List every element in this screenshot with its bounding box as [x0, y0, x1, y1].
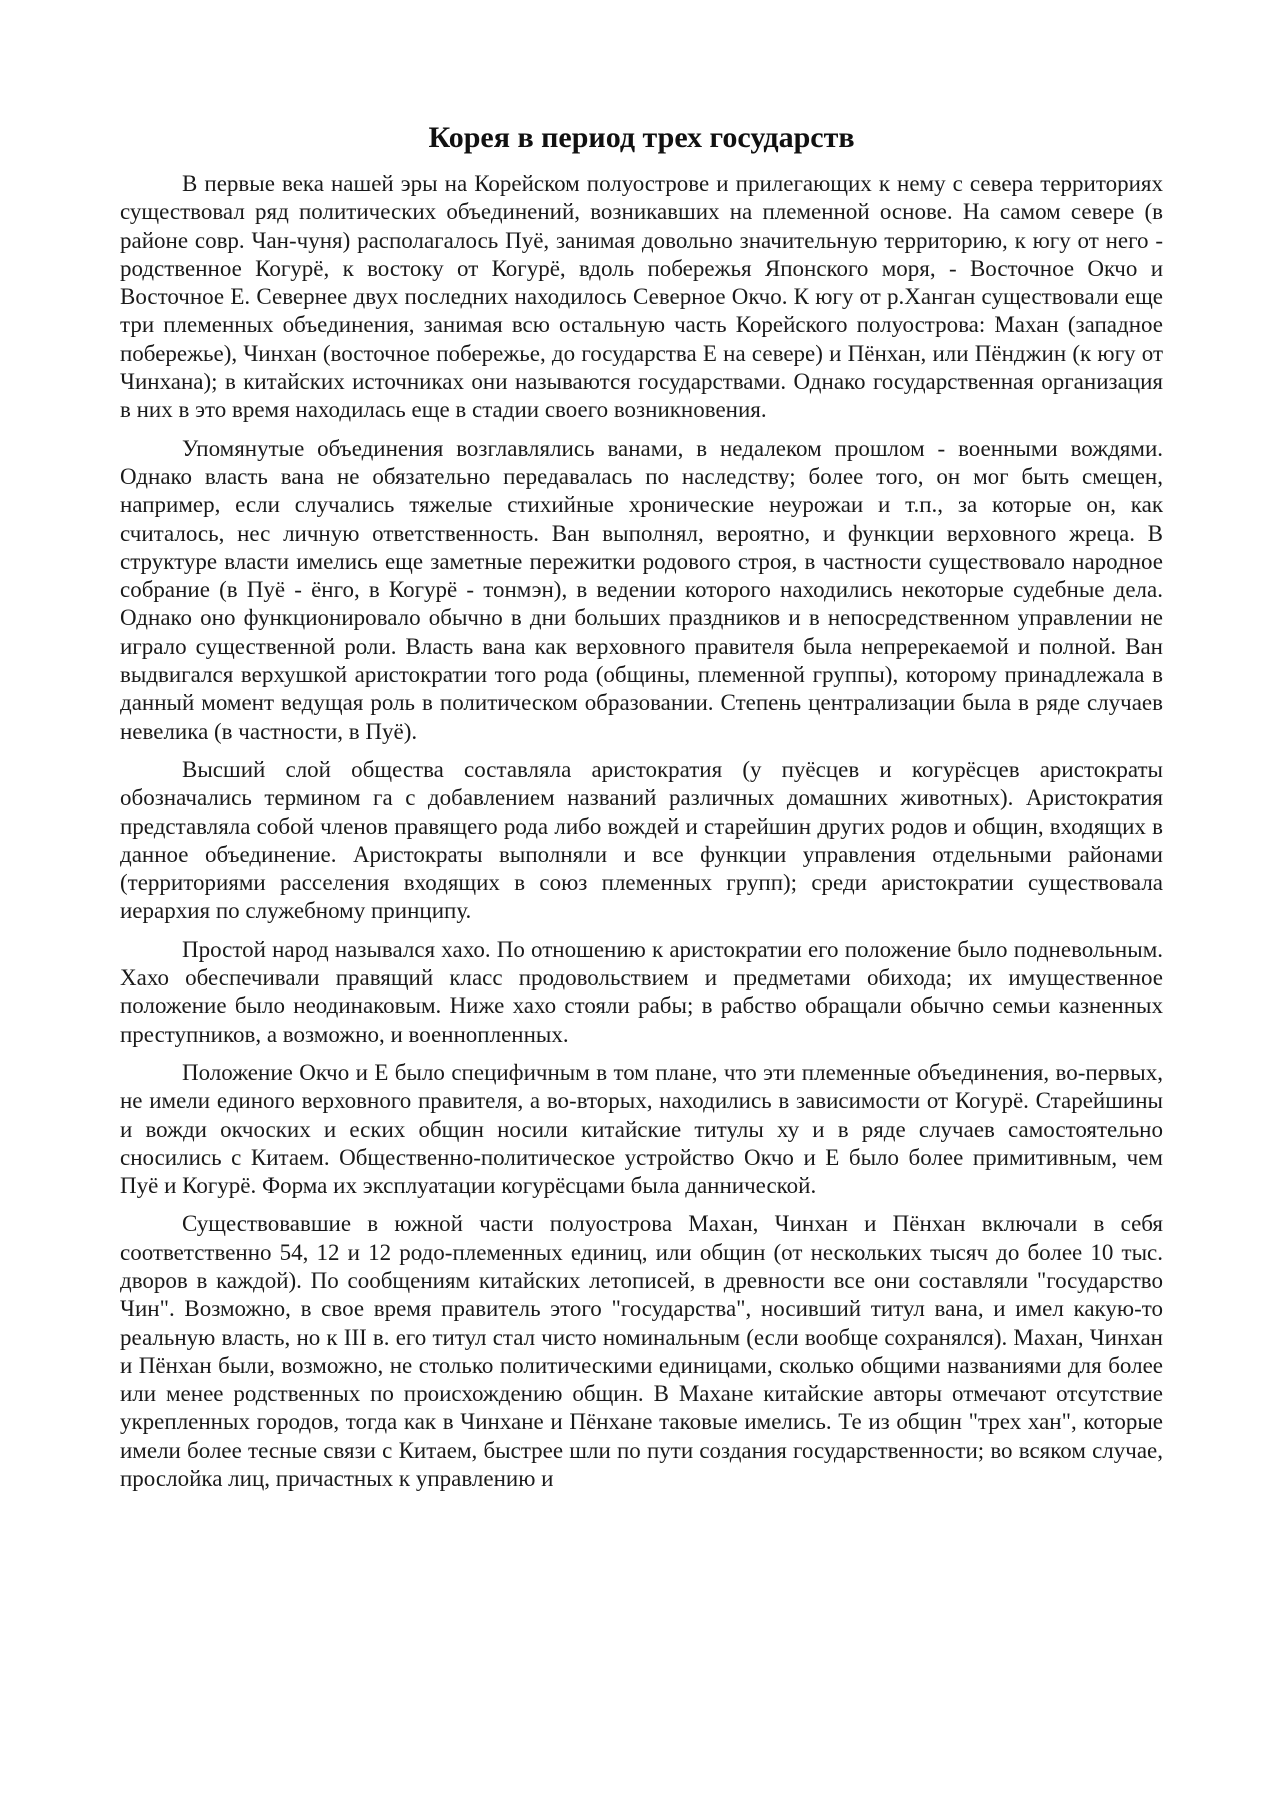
paragraph-1: В первые века нашей эры на Корейском полуострове и прилегающих к нему с севера территориях существовал ряд политических объединений, возникавших на племенной основе. На самом севере (в районе совр. Чан-чуня) располагалось Пуё, занимая довольно значительную территорию, к югу от него - родственное Когурё, к востоку от Когурё, вдоль побережья Японского моря, - Восточное Окчо и Восточное Е. Севернее двух последних находилось Северное Окчо. К югу от р.Ханган существовали еще три племенных объединения, занимая всю остальную часть Корейского полуострова: Махан (западное побережье), Чинхан (восточное побережье, до государства Е на севере) и Пёнхан, или Пёнджин (к югу от Чинхана); в китайских источниках они называются государствами. Однако государственная организация в них в это время находилась еще в стадии своего возникновения.: [120, 171, 1163, 423]
paragraph-6: Существовавшие в южной части полуострова Махан, Чинхан и Пёнхан включали в себя соответственно 54, 12 и 12 родо-племенных единиц, или общин (от нескольких тысяч до более 10 тыс. дворов в каждой). По сообщениям китайских летописей, в древности все они составляли "государство Чин". Возможно, в свое время правитель этого "государства", носивший титул вана, и имел какую-то реальную власть, но к III в. его титул стал чисто номинальным (если вообще сохранялся). Махан, Чинхан и Пёнхан были, возможно, не столько политическими единицами, сколько общими названиями для более или менее родственных по происхождению общин. В Махане китайские авторы отмечают отсутствие укрепленных городов, тогда как в Чинхане и Пёнхане таковые имелись. Те из общин "трех хан", которые имели более тесные связи с Китаем, быстрее шли по пути создания государственности; во всяком случае, прослойка лиц, причастных к управлению и: [120, 1211, 1163, 1492]
document-title: Корея в период трех государств: [428, 121, 855, 154]
document-body: [120, 118, 1163, 1503]
paragraph-2: Упомянутые объединения возглавлялись ванами, в недалеком прошлом - военными вождями. Однако власть вана не обязательно передавалась по наследству; более того, он мог быть смещен, например, если случались тяжелые стихийные хронические неурожаи и т.п., за которые он, как считалось, нес личную ответственность. Ван выполнял, вероятно, и функции верховного жреца. В структуре власти имелись еще заметные пережитки родового строя, в частности существовало народное собрание (в Пуё - ёнго, в Когурё - тонмэн), в ведении которого находились некоторые судебные дела. Однако оно функционировало обычно в дни больших праздников и в непосредственном управлении не играло существенной роли. Власть вана как верховного правителя была непререкаемой и полной. Ван выдвигался верхушкой аристократии того рода (общины, племенной группы), которому принадлежала в данный момент ведущая роль в политическом образовании. Степень централизации была в ряде случаев невелика (в частности, в Пуё).: [120, 435, 1163, 744]
paragraph-3: Высший слой общества составляла аристократия (у пуёсцев и когурёсцев аристократы обозначались термином га с добавлением названий различных домашних животных). Аристократия представляла собой членов правящего рода либо вождей и старейшин других родов и общин, входящих в данное объединение. Аристократы выполняли и все функции управления отдельными районами (территориями расселения входящих в союз племенных групп); среди аристократии существовала иерархия по служебному принципу.: [120, 756, 1163, 924]
paragraph-4: Простой народ назывался хахо. По отношению к аристократии его положение было подневольным. Хахо обеспечивали правящий класс продовольствием и предметами обихода; их имущественное положение было неодинаковым. Ниже хахо стояли рабы; в рабство обращали обычно семьи казненных преступников, а возможно, и военнопленных.: [120, 936, 1163, 1047]
paragraph-5: Положение Окчо и Е было специфичным в том плане, что эти племенные объединения, во-первых, не имели единого верховного правителя, а во-вторых, находились в зависимости от Когурё. Старейшины и вожди окчоских и еских общин носили китайские титулы ху и в ряде случаев самостоятельно сносились с Китаем. Общественно-политическое устройство Окчо и Е было более примитивным, чем Пуё и Когурё. Форма их эксплуатации когурёсцами была даннической.: [120, 1059, 1163, 1199]
